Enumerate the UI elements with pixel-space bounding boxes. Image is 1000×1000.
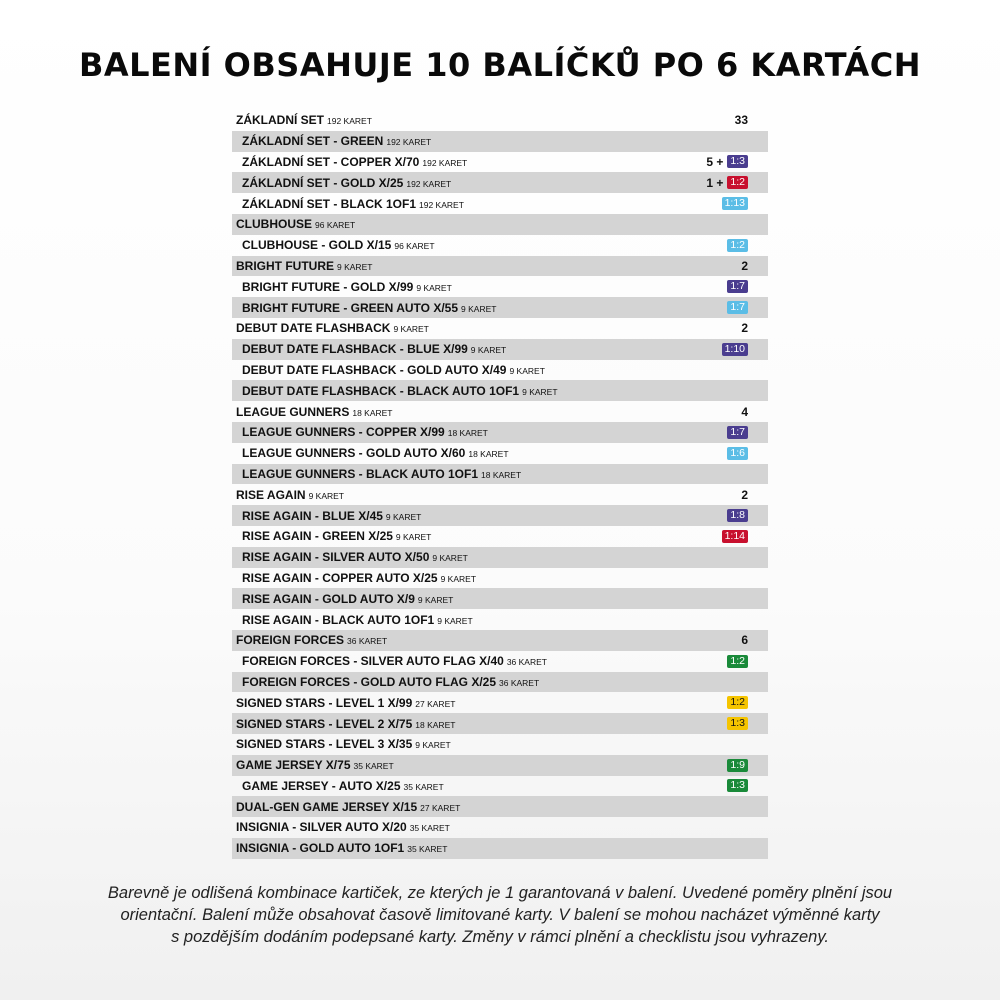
card-count: 9 KARET xyxy=(509,365,545,376)
ratio-badge: 1:2 xyxy=(727,655,748,668)
table-row xyxy=(232,672,768,693)
card-count: 9 KARET xyxy=(385,511,422,522)
row-label xyxy=(232,217,355,231)
card-count: 192 KARET xyxy=(327,116,372,127)
card-count: 96 KARET xyxy=(315,220,356,231)
row-label xyxy=(232,446,509,460)
row-label xyxy=(232,633,387,647)
footer-line: orientační. Balení může obsahovat časově limitované karty. V balení se mohou nacházet výměnné karty xyxy=(120,906,880,924)
row-label xyxy=(232,820,450,834)
card-count: 192 KARET xyxy=(419,199,464,210)
row-ratio xyxy=(722,339,748,360)
table-row xyxy=(232,380,768,401)
table-row xyxy=(232,339,768,360)
row-label xyxy=(232,342,506,356)
set-name: FOREIGN FORCES - SILVER AUTO FLAG X/40 xyxy=(242,654,504,669)
row-label xyxy=(232,363,545,377)
card-count: 35 KARET xyxy=(403,781,444,792)
card-count: 18 KARET xyxy=(468,449,509,460)
row-ratio xyxy=(727,651,748,672)
set-name: INSIGNIA - GOLD AUTO 1OF1 xyxy=(236,841,405,856)
card-count: 18 KARET xyxy=(415,719,456,730)
ratio-badge: 1:9 xyxy=(727,759,748,772)
row-ratio xyxy=(741,630,748,651)
table-row xyxy=(232,755,768,776)
row-label xyxy=(232,654,547,668)
row-label xyxy=(232,779,444,793)
table-row xyxy=(232,817,768,838)
row-label xyxy=(232,384,558,398)
ratio-badge: 1:13 xyxy=(722,197,748,210)
pack-quantity: 6 xyxy=(741,633,748,648)
set-name: DEBUT DATE FLASHBACK - BLUE X/99 xyxy=(242,342,468,357)
row-ratio xyxy=(727,692,748,713)
table-row xyxy=(232,464,768,485)
row-ratio xyxy=(727,755,748,776)
row-label xyxy=(232,737,451,751)
row-label xyxy=(232,529,431,543)
row-label xyxy=(232,321,429,335)
set-name: RISE AGAIN xyxy=(236,487,306,502)
set-name: LEAGUE GUNNERS - BLACK AUTO 1OF1 xyxy=(242,466,479,481)
row-ratio xyxy=(727,276,748,297)
row-ratio xyxy=(735,110,748,131)
card-count: 18 KARET xyxy=(352,407,393,418)
table-row xyxy=(232,422,768,443)
table-row xyxy=(232,734,768,755)
card-count: 9 KARET xyxy=(417,594,454,605)
row-ratio xyxy=(727,713,748,734)
set-name: DEBUT DATE FLASHBACK - BLACK AUTO 1OF1 xyxy=(242,383,520,398)
page-title: BALENÍ OBSAHUJE 10 BALÍČKŮ PO 6 KARTÁCH xyxy=(78,46,922,84)
card-count: 35 KARET xyxy=(407,844,448,855)
row-label xyxy=(232,717,455,731)
card-count: 9 KARET xyxy=(461,303,497,314)
ratio-badge: 1:3 xyxy=(727,779,748,792)
set-name: ZÁKLADNÍ SET xyxy=(236,113,324,128)
table-row xyxy=(232,360,768,381)
table-row xyxy=(232,796,768,817)
card-count: 9 KARET xyxy=(393,324,429,335)
pack-quantity: 2 xyxy=(741,487,748,502)
set-name: GAME JERSEY X/75 xyxy=(236,758,351,773)
row-label xyxy=(232,280,452,294)
ratio-badge: 1:2 xyxy=(727,176,748,189)
table-row xyxy=(232,547,768,568)
card-count: 27 KARET xyxy=(415,698,456,709)
row-ratio xyxy=(706,172,748,193)
set-name: ZÁKLADNÍ SET - GREEN xyxy=(242,134,384,149)
row-label xyxy=(232,155,467,169)
card-count: 9 KARET xyxy=(522,386,558,397)
row-ratio xyxy=(706,152,748,173)
card-count: 192 KARET xyxy=(422,157,468,168)
ratio-badge: 1:8 xyxy=(727,509,748,522)
pack-quantity: 33 xyxy=(734,113,748,128)
card-count: 9 KARET xyxy=(470,345,507,356)
row-ratio xyxy=(727,297,748,318)
card-count: 35 KARET xyxy=(353,761,394,772)
row-label xyxy=(232,113,372,127)
card-count: 18 KARET xyxy=(481,469,522,480)
card-count: 192 KARET xyxy=(406,178,452,189)
set-name: SIGNED STARS - LEVEL 1 X/99 xyxy=(236,695,413,710)
set-name: BRIGHT FUTURE - GOLD X/99 xyxy=(242,279,414,294)
set-name: GAME JERSEY - AUTO X/25 xyxy=(242,778,401,793)
card-count: 96 KARET xyxy=(394,241,435,252)
row-ratio xyxy=(741,318,748,339)
card-count: 27 KARET xyxy=(420,802,461,813)
set-name: FOREIGN FORCES xyxy=(236,633,345,648)
ratio-badge: 1:2 xyxy=(727,239,748,252)
card-count: 9 KARET xyxy=(415,740,451,751)
card-count: 36 KARET xyxy=(347,636,388,647)
table-row xyxy=(232,692,768,713)
set-name: DEBUT DATE FLASHBACK - GOLD AUTO X/49 xyxy=(242,362,507,377)
ratio-badge: 1:6 xyxy=(727,447,748,460)
row-label xyxy=(232,176,451,190)
card-count: 9 KARET xyxy=(337,261,373,272)
set-name: RISE AGAIN - COPPER AUTO X/25 xyxy=(242,570,438,585)
row-ratio xyxy=(741,401,748,422)
set-name: BRIGHT FUTURE - GREEN AUTO X/55 xyxy=(242,300,459,315)
row-label xyxy=(232,238,435,252)
ratio-badge: 1:2 xyxy=(727,696,748,709)
row-label xyxy=(232,301,496,315)
table-row xyxy=(232,838,768,859)
row-ratio xyxy=(722,526,748,547)
card-count: 9 KARET xyxy=(432,553,468,564)
card-count: 36 KARET xyxy=(506,657,547,668)
row-ratio xyxy=(727,235,748,256)
row-label xyxy=(232,425,488,439)
card-count: 9 KARET xyxy=(395,532,432,543)
table-row xyxy=(232,318,768,339)
set-name: LEAGUE GUNNERS - GOLD AUTO X/60 xyxy=(242,446,466,461)
row-ratio xyxy=(741,484,748,505)
table-row xyxy=(232,235,768,256)
set-name: CLUBHOUSE xyxy=(236,217,313,232)
table-row xyxy=(232,588,768,609)
table-row xyxy=(232,214,768,235)
row-ratio xyxy=(727,443,748,464)
ratio-badge: 1:14 xyxy=(722,530,748,543)
row-label xyxy=(232,571,476,585)
row-ratio xyxy=(741,256,748,277)
row-label xyxy=(232,800,460,814)
set-name: RISE AGAIN - BLACK AUTO 1OF1 xyxy=(242,612,435,627)
table-row xyxy=(232,505,768,526)
row-label xyxy=(232,488,344,502)
row-ratio xyxy=(727,505,748,526)
card-count: 192 KARET xyxy=(386,137,432,148)
row-label xyxy=(232,259,372,273)
row-ratio xyxy=(727,776,748,797)
set-name: RISE AGAIN - SILVER AUTO X/50 xyxy=(242,550,430,565)
set-name: RISE AGAIN - GREEN X/25 xyxy=(242,529,393,544)
table-row xyxy=(232,110,768,131)
row-label xyxy=(232,467,521,481)
row-label xyxy=(232,841,447,855)
row-label xyxy=(232,613,473,627)
table-row xyxy=(232,297,768,318)
table-row xyxy=(232,172,768,193)
set-name: FOREIGN FORCES - GOLD AUTO FLAG X/25 xyxy=(242,674,497,689)
footer-line: Barevně je odlišená kombinace kartiček, ze kterých je 1 garantovaná v balení. Uvedené poměry plnění jsou xyxy=(107,884,893,902)
set-name: ZÁKLADNÍ SET - BLACK 1OF1 xyxy=(242,196,416,211)
pack-quantity: 2 xyxy=(741,321,748,336)
card-count: 18 KARET xyxy=(447,428,488,439)
ratio-badge: 1:3 xyxy=(727,155,748,168)
table-row xyxy=(232,401,768,422)
table-row xyxy=(232,484,768,505)
pack-quantity: 1 + xyxy=(706,175,724,190)
card-count: 9 KARET xyxy=(308,490,344,501)
table-row xyxy=(232,568,768,589)
ratio-badge: 1:10 xyxy=(722,343,748,356)
set-name: LEAGUE GUNNERS xyxy=(236,404,350,419)
ratio-badge: 1:7 xyxy=(727,280,748,293)
card-count: 36 KARET xyxy=(499,677,540,688)
set-name: DEBUT DATE FLASHBACK xyxy=(236,321,391,336)
table-row xyxy=(232,193,768,214)
set-name: RISE AGAIN - BLUE X/45 xyxy=(242,508,383,523)
table-row xyxy=(232,443,768,464)
table-row xyxy=(232,276,768,297)
ratio-badge: 1:7 xyxy=(727,426,748,439)
row-label xyxy=(232,197,464,211)
row-label xyxy=(232,134,431,148)
card-count: 9 KARET xyxy=(437,615,473,626)
set-name: SIGNED STARS - LEVEL 3 X/35 xyxy=(236,737,413,752)
row-label xyxy=(232,550,468,564)
table-row xyxy=(232,526,768,547)
footer-note xyxy=(60,882,940,948)
set-name: BRIGHT FUTURE xyxy=(236,258,334,273)
table-row xyxy=(232,256,768,277)
table-row xyxy=(232,713,768,734)
set-name: DUAL-GEN GAME JERSEY X/15 xyxy=(236,799,418,814)
row-ratio xyxy=(727,422,748,443)
table-row xyxy=(232,609,768,630)
set-name: ZÁKLADNÍ SET - COPPER X/70 xyxy=(242,154,420,169)
row-label xyxy=(232,758,394,772)
table-row xyxy=(232,131,768,152)
set-name: CLUBHOUSE - GOLD X/15 xyxy=(242,238,392,253)
row-ratio xyxy=(722,193,748,214)
checklist-table xyxy=(232,110,768,859)
set-name: LEAGUE GUNNERS - COPPER X/99 xyxy=(242,425,445,440)
row-label xyxy=(232,509,421,523)
row-label xyxy=(232,592,453,606)
pack-quantity: 2 xyxy=(741,258,748,273)
table-row xyxy=(232,630,768,651)
table-row xyxy=(232,152,768,173)
footer-line: s pozdějším dodáním podepsané karty. Změny v rámci plnění a checklistu jsou vyhrazeny. xyxy=(171,928,829,946)
row-label xyxy=(232,696,455,710)
card-count: 9 KARET xyxy=(440,573,477,584)
card-count: 35 KARET xyxy=(409,823,450,834)
set-name: INSIGNIA - SILVER AUTO X/20 xyxy=(236,820,407,835)
ratio-badge: 1:7 xyxy=(727,301,748,314)
pack-quantity: 5 + xyxy=(706,154,724,169)
row-label xyxy=(232,675,539,689)
table-row xyxy=(232,651,768,672)
set-name: ZÁKLADNÍ SET - GOLD X/25 xyxy=(242,175,404,190)
ratio-badge: 1:3 xyxy=(727,717,748,730)
row-label xyxy=(232,405,393,419)
set-name: RISE AGAIN - GOLD AUTO X/9 xyxy=(242,591,415,606)
pack-quantity: 4 xyxy=(741,404,748,419)
table-row xyxy=(232,776,768,797)
card-count: 9 KARET xyxy=(416,282,452,293)
set-name: SIGNED STARS - LEVEL 2 X/75 xyxy=(236,716,413,731)
